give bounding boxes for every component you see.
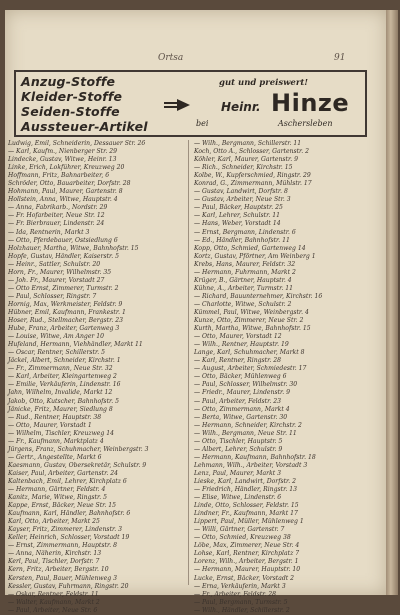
directory-entry: Lindner, Fr., Kaufmann, Markt 17 <box>194 510 298 518</box>
directory-entry: Lange, Karl, Schuhmacher, Markt 8 <box>194 349 305 357</box>
directory-entry: Jahn, Wilhelm, Invalide, Markt 12 <box>8 389 113 397</box>
directory-entry: — Rich., Schneider, Kirchstr. 15 <box>194 164 293 172</box>
directory-entry: Kayser, Fritz, Zimmerer, Lindenstr. 3 <box>8 526 123 534</box>
directory-entry: Hollstein, Anna, Witwe, Hauptstr. 4 <box>8 196 118 204</box>
directory-entry: — Oscar, Rentner, Schillerstr. 5 <box>8 349 105 357</box>
directory-entry: — Gustav, Arbeiter, Neue Str. 3 <box>194 196 291 204</box>
directory-entry: Jürgens, Franz, Schuhmacher, Weinbergstr. 3 <box>8 445 149 453</box>
directory-entry: Horn, Fr., Maurer, Wilhelmstr. 35 <box>8 268 112 276</box>
directory-entry: — Berta, Witwe, Gartenstr. 30 <box>194 413 288 421</box>
directory-entry: — Karl, Kaufm., Nienberger Str. 29 <box>8 148 117 156</box>
directory-entry: — Wilhelm, Tischler, Kreuzweg 14 <box>8 429 114 437</box>
directory-right-column <box>194 140 374 614</box>
directory-entry: Kolbe, W., Kupferschmied, Ringstr. 29 <box>194 172 311 180</box>
directory-entry: — Charlotte, Witwe, Schulstr. 2 <box>194 300 292 308</box>
arrow-right-icon <box>164 99 190 111</box>
directory-entry: Kerl, Paul, Tischler, Dorfstr. 7 <box>8 558 100 566</box>
directory-entry: — Fr., Zimmermann, Neue Str. 32 <box>8 365 113 373</box>
directory-entry: — Fr. Bierbrauer, Lindenstr. 24 <box>8 220 105 228</box>
directory-entry: Hufeland, Hermann, Viehhändler, Markt 11 <box>8 341 143 349</box>
directory-entry: — Hermann, Fuhrmann, Markt 2 <box>194 268 296 276</box>
directory-entry: — Wilh., Händler, Schillerstr. 2 <box>194 606 290 614</box>
directory-entry: — Emilie, Verkäuferin, Lindenstr. 16 <box>8 381 121 389</box>
directory-entry: Schröder, Otto, Bauarbeiter, Dorfstr. 28 <box>8 180 131 188</box>
directory-entry: Kunze, Otto, Zimmerer, Neue Str. 2 <box>194 317 304 325</box>
directory-entry: Kanitz, Marie, Witwe, Ringstr. 5 <box>8 494 107 502</box>
directory-entry: Linde, Otto, Schlosser, Feldstr. 15 <box>194 502 299 510</box>
directory-entry: — Hermann, Gärtner, Feldstr. 4 <box>8 486 106 494</box>
directory-entry: Kersten, Paul, Bauer, Mühlenweg 3 <box>8 574 117 582</box>
directory-entry: — Heinr., Sattler, Schulstr. 20 <box>8 260 101 268</box>
directory-entry: — Louise, Witwe, Am Anger 10 <box>8 333 105 341</box>
directory-entry: — Ernst, Zimmermann, Hauptstr. 8 <box>8 542 117 550</box>
directory-entry: Hornig, Max, Werkmeister, Feldstr. 9 <box>8 300 123 308</box>
directory-entry: Koch, Otto A., Schlosser, Gartenstr. 2 <box>194 148 310 156</box>
directory-left-column <box>8 140 186 614</box>
directory-entry: Linke, Erich, Lokführer, Kreuzweg 20 <box>8 164 125 172</box>
directory-entry: — Fr. Hofarbeiter, Neue Str. 12 <box>8 212 105 220</box>
directory-entry: Kaesmann, Gustav, Obersekretär, Schulstr. 9 <box>8 461 147 469</box>
directory-entry: Hoffmann, Fritz, Bahnarbeiter, 6 <box>8 172 110 180</box>
directory-entry: — Paul, Schlosser, Ringstr. 7 <box>8 292 97 300</box>
directory-entry: — August, Arbeiter, Schmiedestr. 17 <box>194 365 307 373</box>
directory-entry: — Otto, Schmied, Kreuzweg 38 <box>194 534 291 542</box>
page-title: Ortsa <box>158 53 184 63</box>
directory-entry: — Elise, Witwe, Lindenstr. 6 <box>194 494 282 502</box>
directory-entry: Krebs, Hans, Maurer, Feldstr. 32 <box>194 260 296 268</box>
directory-entry: — Otto, Pferdebauer, Ostsiedlung 6 <box>8 236 118 244</box>
directory-entry: Hoser, Rud., Stellmacher, Bergstr. 23 <box>8 317 124 325</box>
directory-entry: — Ida, Rentnerin, Markt 3 <box>8 228 90 236</box>
directory-entry: Lorenz, Wilh., Arbeiter, Bergstr. 1 <box>194 558 299 566</box>
directory-entry: Kurth, Martha, Witwe, Bahnhofstr. 15 <box>194 325 311 333</box>
directory-entry: — Karl, Arbeiter, Kleingartenweg 2 <box>8 373 117 381</box>
directory-entry: — Gustav, Landwirt, Dorfstr. 8 <box>194 188 288 196</box>
firm-name: Hinze <box>271 89 350 117</box>
directory-entry: Kessler, Gustav, Fuhrmann, Ringstr. 20 <box>8 582 129 590</box>
directory-entry: Kümmel, Paul, Witwe, Weinbergstr. 4 <box>194 308 309 316</box>
firm-city: Aschersleben <box>278 119 333 128</box>
directory-entry: — Otto, Tischler, Hauptstr. 5 <box>194 437 283 445</box>
page-number: 91 <box>334 53 346 63</box>
directory-entry: Ludwig, Emil, Schneiderin, Dessauer Str. 26 <box>8 140 146 147</box>
directory-entry: — Anna, Näherin, Kirchstr. 13 <box>8 550 102 558</box>
directory-entry: — Oskar, Rentner, Feldstr. 11 <box>8 590 99 598</box>
directory-entry: Hopfe, Gustav, Händler, Kaiserstr. 5 <box>8 252 120 260</box>
directory-entry: Löbe, Max, Zimmerer, Neue Str. 4 <box>194 542 300 550</box>
directory-entry: — Fr., Kaufmann, Marktplatz 4 <box>8 437 104 445</box>
directory-entry: — Otto Ernst, Zimmerer, Turmstr. 2 <box>8 284 119 292</box>
directory-entry: — Paul, Bäcker, Hauptstr. 25 <box>194 204 283 212</box>
directory-entry: — Hermann, Maurer, Hauptstr. 10 <box>194 566 301 574</box>
directory-entry: Jäckel, Albert, Schneider, Kirchstr. 1 <box>8 357 121 365</box>
directory-entry: Lieske, Karl, Landwirt, Dorfstr. 2 <box>194 477 297 485</box>
directory-entry: Kortz, Gustav, Pförtner, Am Weinberg 1 <box>194 252 316 260</box>
directory-entry: — Rud., Rentner, Hauptstr. 38 <box>8 413 102 421</box>
directory-entry: — Friedrich, Händler, Ringstr. 13 <box>194 486 297 494</box>
directory-entry: — Richard, Bauunternehmer, Kirchstr. 16 <box>194 292 323 300</box>
directory-entry: — Joh. Fr., Maurer, Vorstadt 27 <box>8 276 105 284</box>
firm-first-name: Heinr. <box>221 100 261 114</box>
directory-entry: — Ed., Händler, Bahnhofstr. 11 <box>194 236 290 244</box>
directory-entry: Konrad, G., Zimmermann, Mühlstr. 17 <box>194 180 312 188</box>
product-item: Aussteuer-Artikel <box>21 119 148 134</box>
directory-entry: — Paul, Arbeiter, Neue Str. 6 <box>8 606 98 614</box>
directory-entry: Lohse, Karl, Rentner, Kirchplatz 7 <box>194 550 300 558</box>
directory-entry: Hohmann, Paul, Maurer, Gartenstr. 8 <box>8 188 123 196</box>
advertisement-box <box>14 70 367 137</box>
directory-entry: Kühne, A., Arbeiter, Turmstr. 11 <box>194 284 293 292</box>
directory-entry: — Anna, Fabrikarb., Nordstr. 29 <box>8 204 108 212</box>
directory-entry: — Wilh., Rentner, Hauptstr. 19 <box>194 341 289 349</box>
directory-entry: — Hermann, Kaufmann, Bahnhofstr. 18 <box>194 453 316 461</box>
directory-entry: — Paul, Arbeiter, Feldstr. 23 <box>194 397 281 405</box>
directory-entry: Lehmann, Wilh., Arbeiter, Vorstadt 3 <box>194 461 308 469</box>
directory-entry: Lenz, Paul, Maurer, Markt 3 <box>194 469 282 477</box>
directory-entry: — Otto, Maurer, Vorstadt 12 <box>194 333 282 341</box>
book-spine <box>386 10 398 595</box>
directory-entry: — Hermann, Schneider, Kirchstr. 2 <box>194 421 302 429</box>
directory-entry: Kaltenbach, Emil, Lehrer, Kirchplatz 6 <box>8 477 127 485</box>
directory-entry: Kappe, Ernst, Bäcker, Neue Str. 15 <box>8 502 117 510</box>
ad-bei: bei <box>196 119 209 128</box>
product-item: Kleider-Stoffe <box>21 89 123 104</box>
directory-entry: Köhler, Karl, Maurer, Gartenstr. 9 <box>194 156 298 164</box>
ad-slogan: gut und preiswert! <box>219 78 308 88</box>
directory-entry: — Walter, Kaufmann, Markt 2 <box>8 598 100 606</box>
directory-entry: — Gertr., Angestellte, Markt 6 <box>8 453 102 461</box>
product-item: Anzug-Stoffe <box>21 74 116 89</box>
directory-entry: — Willi, Gärtner, Gartenstr. 7 <box>194 526 285 534</box>
directory-entry: Hube, Franz, Arbeiter, Gartenweg 3 <box>8 325 120 333</box>
directory-entry: Keller, Heinrich, Schlosser, Vorstadt 19 <box>8 534 130 542</box>
directory-entry: — Otto, Zimmermann, Markt 4 <box>194 405 290 413</box>
directory-entry: Holzhauer, Martha, Witwe, Bahnhofstr. 15 <box>8 244 139 252</box>
product-list <box>21 74 148 134</box>
directory-entry: — Otto, Maurer, Vorstadt 1 <box>8 421 92 429</box>
directory-entry: Kern, Fritz, Arbeiter, Bergstr. 10 <box>8 566 109 574</box>
directory-entry: Kaiser, Paul, Arbeiter, Gartenstr. 24 <box>8 469 118 477</box>
directory-entry: Kaufmann, Karl, Händler, Bahnhofstr. 6 <box>8 510 131 518</box>
directory-entry: — Ernst, Bergmann, Lindenstr. 6 <box>194 228 296 236</box>
column-divider <box>188 140 189 585</box>
directory-entry: Hübner, Emil, Kaufmann, Frankestr. 1 <box>8 308 126 316</box>
directory-entry: — Hans, Weber, Vorstadt 14 <box>194 220 281 228</box>
product-item: Seiden-Stoffe <box>21 104 120 119</box>
directory-entry: Kopp, Otto, Schmied, Gartenweg 14 <box>194 244 306 252</box>
page-header <box>0 53 400 65</box>
directory-entry: Lucke, Ernst, Bäcker, Vorstadt 2 <box>194 574 295 582</box>
directory-entry: Karl, Otto, Arbeiter, Markt 25 <box>8 518 100 526</box>
directory-entry: — Karl, Lehrer, Schulstr. 11 <box>194 212 280 220</box>
directory-entry: — Wilh., Bergmann, Schillerstr. 11 <box>194 140 302 147</box>
directory-entry: — Albert, Lehrer, Schulstr. 9 <box>194 445 283 453</box>
directory-entry: Jänicke, Fritz, Maurer, Siedlung 8 <box>8 405 113 413</box>
directory-entry: — Fr., Arbeiter, Feldstr. 28 <box>194 590 277 598</box>
directory-entry: — Karl, Rentner, Ringstr. 28 <box>194 357 281 365</box>
directory-entry: Jakob, Otto, Kutscher, Bahnhofstr. 5 <box>8 397 120 405</box>
directory-entry: — Friedr., Maurer, Lindenstr. 9 <box>194 389 291 397</box>
directory-entry: — Erna, Verkäuferin, Markt 3 <box>194 582 286 590</box>
directory-entry: — Paul, Bergmann, Turmstr. 5 <box>194 598 288 606</box>
directory-entry: Lindecke, Gustav, Witwe, Heinr. 13 <box>8 156 117 164</box>
directory-entry: — Paul, Schlosser, Wilhelmstr. 30 <box>194 381 298 389</box>
directory-entry: — Otto, Bäcker, Mühlenweg 6 <box>194 373 287 381</box>
directory-entry: Lippert, Paul, Müller, Mühlenweg 1 <box>194 518 304 526</box>
directory-entry: Krüger, B., Gärtner, Hauptstr. 4 <box>194 276 292 284</box>
directory-entry: — Wilh., Bergmann, Neue Str. 11 <box>194 429 297 437</box>
